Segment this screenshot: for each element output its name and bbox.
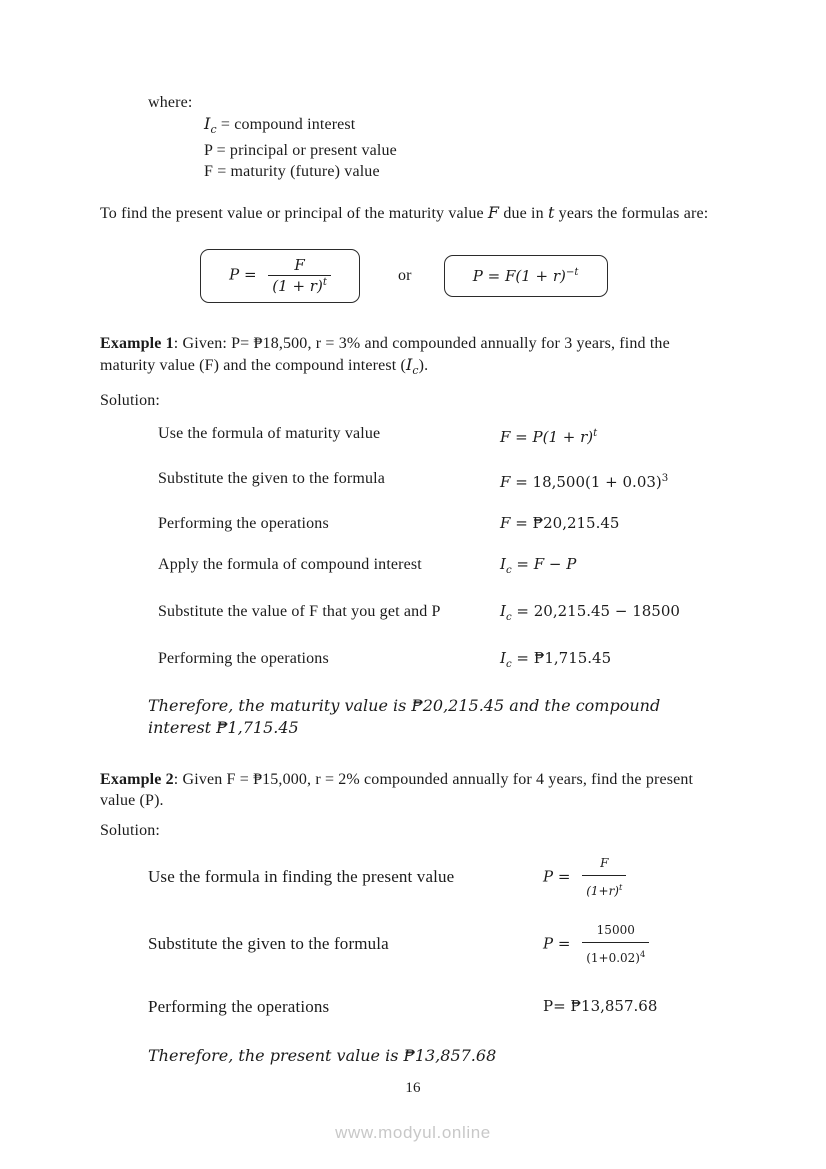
step-description: Use the formula in finding the present value <box>148 867 455 887</box>
step-description: Use the formula of maturity value <box>158 424 381 442</box>
step-formula: $I_c = 20,215.45 - 18500$ <box>500 601 680 623</box>
step-formula: P = $\frac{F}{(1+r)^t}$ <box>543 853 626 902</box>
step-description: Apply the formula of compound interest <box>158 555 422 573</box>
intro-text-2: due in <box>499 205 548 223</box>
fraction: $\frac{F}{(1+r)^t}$ <box>582 853 626 902</box>
step-formula: $F = 18,500(1 + 0.03)^3$ <box>500 472 669 491</box>
step-row <box>100 513 730 534</box>
step-row <box>100 423 730 448</box>
example1-body: : Given: P= ₱18,500, r = 3% and compounded annually for 3 years, find the maturity value (F) and the compound interest ( <box>100 334 670 375</box>
step-description: Substitute the given to the formula <box>158 469 385 487</box>
formula-present-value-exponent: $P = F(1 + r)^{-t}$ <box>472 266 579 285</box>
definition-text: = compound interest <box>216 116 356 133</box>
formula-box-exponent <box>444 255 608 297</box>
step-row <box>100 468 730 493</box>
formula-present-value-fraction: P = $\frac{F}{(1 + r)^t}$ <box>229 256 331 295</box>
example2-steps <box>100 853 730 1027</box>
formula-row <box>200 249 730 303</box>
example2-heading <box>100 769 722 812</box>
step-formula: P = $\frac{15000}{(1+0.02)^4}$ <box>543 920 649 969</box>
step-formula: $I_c$ = ₱1,715.45 <box>500 648 612 670</box>
step-row <box>100 601 730 628</box>
example1-body-end: ). <box>418 357 429 375</box>
or-label: or <box>398 266 412 284</box>
fraction: $\frac{F}{(1 + r)^t}$ <box>268 256 331 295</box>
definition-principal: P = principal or present value <box>204 142 397 160</box>
example2-solution-label: Solution: <box>100 821 161 839</box>
step-description: Substitute the value of F that you get and P <box>158 602 441 620</box>
definition-compound-interest <box>204 113 730 140</box>
example2-title: Example 2 <box>100 770 174 788</box>
example1-title: Example 1 <box>100 334 174 352</box>
watermark: www.modyul.online <box>335 1123 491 1142</box>
step-formula: P= ₱13,857.68 <box>543 997 658 1016</box>
intro-text-1: To find the present value or principal of the maturity value <box>100 205 488 223</box>
step-row <box>100 853 730 902</box>
intro-text-3: years the formulas are: <box>554 205 709 223</box>
where-label: where: <box>148 94 193 111</box>
step-description: Performing the operations <box>158 514 329 532</box>
definition-maturity: F = maturity (future) value <box>204 163 380 181</box>
step-row <box>100 648 730 675</box>
formula-box-fraction <box>200 249 360 303</box>
step-row <box>100 987 730 1027</box>
step-description: Substitute the given to the formula <box>148 934 389 954</box>
example2-conclusion: Therefore, the present value is ₱13,857.68 <box>148 1045 497 1065</box>
example1-solution-label: Solution: <box>100 391 161 409</box>
step-row <box>100 920 730 969</box>
step-formula: $F = P(1 + r)^t$ <box>500 427 598 446</box>
example1-steps <box>100 423 730 675</box>
step-row <box>100 554 730 581</box>
where-definitions <box>204 113 730 182</box>
step-formula: $I_c = F - P$ <box>500 554 577 576</box>
fraction: $\frac{15000}{(1+0.02)^4}$ <box>582 920 649 969</box>
step-formula: F = ₱20,215.45 <box>500 513 620 532</box>
example1-heading <box>100 333 722 382</box>
var-t: t <box>547 203 555 223</box>
var-f: F <box>487 203 500 223</box>
intro-paragraph <box>100 202 716 225</box>
step-description: Performing the operations <box>148 996 330 1016</box>
symbol-ic: $I_c$ <box>204 114 217 137</box>
symbol-ic: $I_c$ <box>405 355 419 378</box>
example2-body: : Given F = ₱15,000, r = 2% compounded annually for 4 years, find the present value (P). <box>100 770 694 810</box>
example1-conclusion: Therefore, the maturity value is ₱20,215.45 and the compound interest ₱1,715.45 <box>148 695 661 737</box>
step-description: Performing the operations <box>158 649 329 667</box>
page-number: 16 <box>405 1080 421 1096</box>
